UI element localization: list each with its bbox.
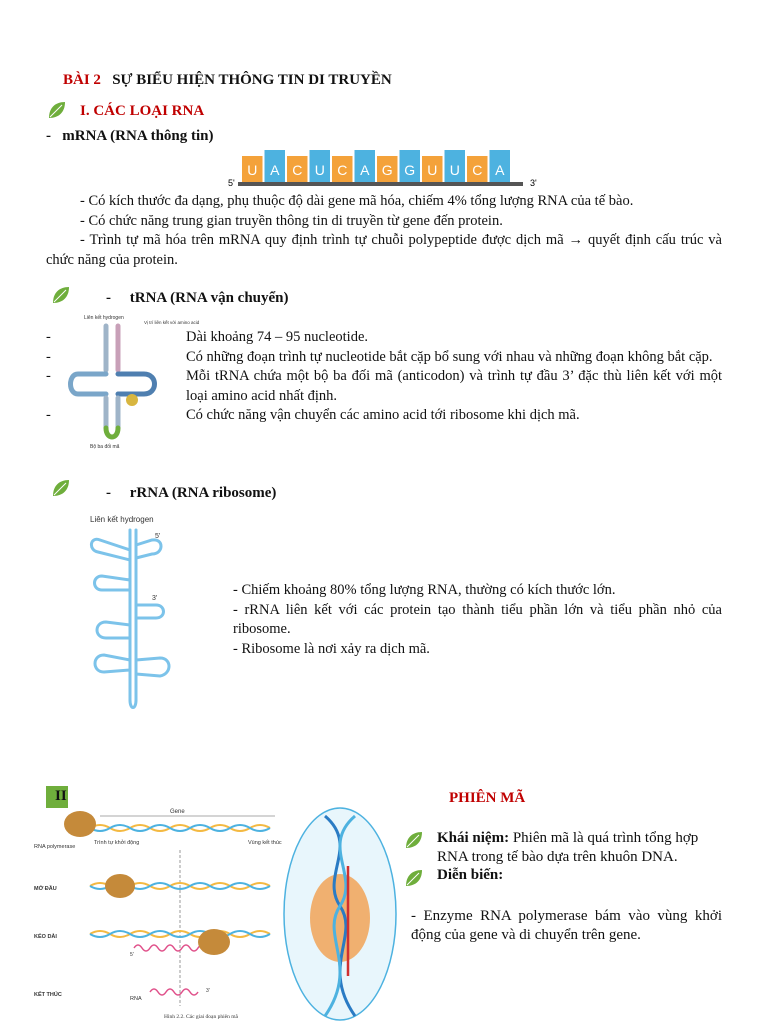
- transcription-figure: [30, 806, 400, 1024]
- mrna-base-letter: A: [495, 162, 505, 178]
- section-numeral-badge: [46, 786, 68, 808]
- trna-item-1: Dài khoảng 74 – 95 nucleotide.: [186, 329, 369, 345]
- mrna-base-letter: U: [449, 162, 460, 178]
- rrna-hbond-label: Liên kết hydrogen: [90, 515, 154, 524]
- mrna-title-text: mRNA (RNA thông tin): [62, 128, 214, 144]
- fig-rna-label: RNA: [130, 996, 142, 1002]
- lesson-number: BÀI 2: [63, 72, 101, 88]
- trna-hbond-label: Liên kết hydrogen: [84, 315, 124, 321]
- trna-title: [106, 290, 289, 307]
- mrna-base-letter: U: [427, 162, 438, 178]
- fig-terminator-label: Vùng kết thúc: [248, 840, 282, 846]
- trna-item: [46, 406, 722, 426]
- dash: -: [46, 128, 51, 144]
- trna-item: [46, 348, 722, 368]
- rrna-line-3: - Ribosome là nơi xảy ra dịch mã.: [233, 640, 430, 657]
- rrna-line-1: - Chiếm khoảng 80% tổng lượng RNA, thường có kích thước lớn.: [233, 582, 616, 598]
- mrna-sequence-figure: [228, 148, 543, 192]
- mrna-3-end: 3': [530, 178, 537, 188]
- fig-3-prime: 3': [206, 988, 210, 994]
- mrna-base-letter: U: [247, 162, 258, 178]
- trna-site-label: Vị trí liên kết với amino acid: [144, 320, 200, 325]
- rrna-title: [106, 485, 276, 502]
- trna-item: [46, 367, 722, 406]
- mrna-base-letter: G: [404, 162, 416, 178]
- mrna-base-letter: A: [270, 162, 280, 178]
- dash: -: [46, 348, 51, 365]
- leaf-icon: [404, 868, 424, 888]
- leaf-icon: [51, 285, 71, 305]
- mrna-base-letter: C: [472, 162, 483, 178]
- trna-item-2: Có những đoạn trình tự nucleotide bắt cặp bổ sung với nhau và những đoạn không bắt cặp.: [186, 348, 713, 365]
- concept-text: Phiên mã là quá trình tổng hợp RNA trong tế bào dựa trên khuôn DNA.: [437, 830, 699, 865]
- mrna-line-3: - Trình tự mã hóa trên mRNA quy định trình tự chuỗi polypeptide được dịch mã → quyết định cấu trúc và chức năng của protein.: [46, 232, 722, 268]
- lesson-title: SỰ BIỂU HIỆN THÔNG TIN DI TRUYỀN: [112, 72, 392, 88]
- mrna-5-end: 5': [228, 178, 235, 188]
- fig-promoter-label: Trình tự khởi động: [94, 840, 140, 846]
- fig-gene-label: Gene: [170, 809, 185, 815]
- section-heading-rna-types: I. CÁC LOẠI RNA: [80, 103, 205, 119]
- section-heading-transcription: PHIÊN MÃ: [449, 790, 526, 806]
- mrna-title: [46, 128, 214, 145]
- trna-item-3: Mỗi tRNA chứa một bộ ba đối mã (anticodon) và trình tự đầu 3’ đặc thù liên kết với một loại amino acid nhất định.: [186, 368, 722, 404]
- fig-stage-start: MỞ ĐẦU: [34, 886, 57, 892]
- rrna-structure-figure: [80, 510, 180, 715]
- leaf-icon: [404, 830, 424, 850]
- mrna-base-letter: C: [292, 162, 303, 178]
- mrna-description: [46, 192, 722, 270]
- dash: -: [46, 329, 51, 345]
- leaf-icon: [51, 478, 71, 498]
- dash: -: [106, 290, 111, 306]
- fig-polymerase-label: RNA polymerase: [34, 844, 76, 850]
- rrna-description: [233, 581, 722, 659]
- fig-5-prime: 5': [130, 952, 134, 958]
- mrna-base-letter: U: [314, 162, 325, 178]
- fig-stage-termination: KẾT THÚC: [34, 992, 62, 998]
- mrna-base-letter: C: [337, 162, 348, 178]
- lesson-header: [63, 72, 392, 89]
- dash: -: [46, 407, 51, 423]
- rrna-3-end: 3': [152, 595, 158, 602]
- rrna-title-text: rRNA (RNA ribosome): [129, 485, 277, 501]
- mrna-base-letter: A: [360, 162, 370, 178]
- fig-stage-elongation: KÉO DÀI: [34, 934, 57, 940]
- fig-caption: Hình 2.2. Các giai đoạn phiên mã: [164, 1014, 238, 1020]
- dash: -: [46, 368, 51, 384]
- leaf-icon: [47, 100, 67, 120]
- process-label: Diễn biến:: [437, 867, 504, 883]
- trna-item-4: Có chức năng vận chuyển các amino acid tới ribosome khi dịch mã.: [186, 407, 580, 423]
- section-numeral: II: [55, 788, 67, 804]
- mrna-line-1: - Có kích thước đa dạng, phụ thuộc độ dài gene mã hóa, chiếm 4% tổng lượng RNA của tế bào.: [80, 193, 634, 209]
- transcription-concept: [437, 829, 727, 867]
- rrna-5-end: 5': [155, 533, 161, 540]
- process-text: - Enzyme RNA polymerase bám vào vùng khởi động của gene và di chuyển trên gene.: [411, 908, 722, 943]
- concept-label: Khái niệm:: [437, 830, 510, 846]
- mrna-line-2: - Có chức năng trung gian truyền thông tin di truyền từ gene đến protein.: [80, 212, 503, 229]
- dash: -: [106, 485, 111, 501]
- mrna-base-letter: G: [381, 162, 393, 178]
- trna-title-text: tRNA (RNA vận chuyển): [129, 290, 289, 306]
- trna-item: [46, 328, 722, 348]
- trna-list: [46, 328, 722, 426]
- rrna-line-2: - rRNA liên kết với các protein tạo thành tiểu phần lớn và tiểu phần nhỏ của ribosome.: [233, 601, 722, 637]
- trna-anticodon-label: Bộ ba đối mã: [90, 444, 120, 450]
